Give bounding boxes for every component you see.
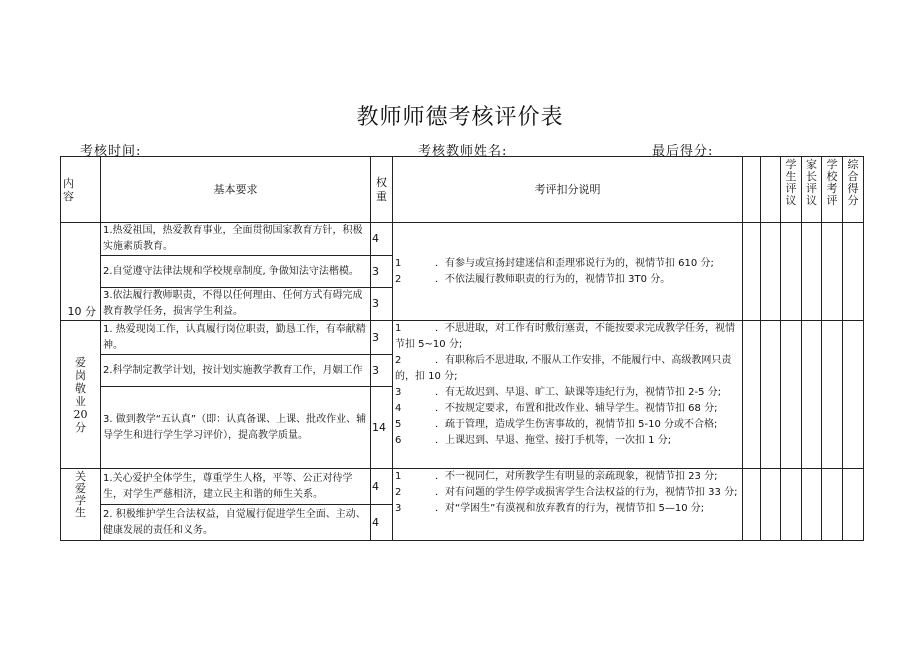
score-cell[interactable] xyxy=(761,223,781,321)
score-cell[interactable] xyxy=(822,469,843,541)
header-parent-review: 家 长 评 议 xyxy=(802,157,822,223)
header-weight: 权 重 xyxy=(371,157,393,223)
description-line: 5 ．疏于管理，造成学生伤害事故的，视情节扣 5-10 分或不合格; xyxy=(395,419,718,430)
score-cell[interactable] xyxy=(743,223,761,321)
header-requirement: 基本要求 xyxy=(101,157,371,223)
weight-cell: 3 xyxy=(371,288,393,321)
score-cell[interactable] xyxy=(843,469,864,541)
header-student-review: 学 生 评 议 xyxy=(781,157,802,223)
header-blank-2 xyxy=(761,157,781,223)
header-total-score: 综 合 得 分 xyxy=(843,157,864,223)
assessment-time-label: 考核时间: xyxy=(80,144,142,159)
score-cell[interactable] xyxy=(802,321,822,469)
header-category: 内 容 xyxy=(61,157,101,223)
table-row xyxy=(61,223,864,256)
final-score-label: 最后得分: xyxy=(652,144,714,159)
weight-cell: 3 xyxy=(371,321,393,355)
description-line: 6 ．上课迟到、早退、拖堂、接打手机等，一次扣 1 分; xyxy=(395,435,672,446)
section-category: 10 分 xyxy=(61,223,101,321)
requirement-cell: 2.自觉遵守法律法规和学校规章制度, 争做知法守法楷模。 xyxy=(101,256,371,288)
requirement-cell: 2. 积极维护学生合法权益，自觉履行促进学生全面、主动、健康发展的责任和义务。 xyxy=(101,505,371,541)
weight-cell: 4 xyxy=(371,223,393,256)
score-cell[interactable] xyxy=(822,223,843,321)
description-line: 2 ．对有问题的学生停学或损害学生合法权益的行为，视情节扣 33 分; xyxy=(395,487,738,498)
weight-cell: 4 xyxy=(371,505,393,541)
section-category: 关 爱 学 生 xyxy=(61,469,101,541)
description-line: 4 ．不按规定要求，布置和批改作业、辅导学生。视情节扣 68 分; xyxy=(395,403,718,414)
requirement-cell: 3.依法履行教师职责，不得以任何理由、任何方式有碍完成教育教学任务，损害学生利益。 xyxy=(101,288,371,321)
weight-cell: 4 xyxy=(371,469,393,505)
score-cell[interactable] xyxy=(843,321,864,469)
header-school-review: 学 校 考 评 xyxy=(822,157,843,223)
table-header-row xyxy=(61,157,864,223)
weight-cell: 3 xyxy=(371,256,393,288)
weight-cell: 3 xyxy=(371,355,393,387)
score-cell[interactable] xyxy=(781,321,802,469)
table-row xyxy=(61,469,864,505)
score-cell[interactable] xyxy=(761,321,781,469)
description-line: 3 ．对“学困生”有漠视和放弃教育的行为，视情节扣 5—10 分; xyxy=(395,503,705,514)
description-line: 3 ．有无故迟到、早退、旷工、缺课等违纪行为，视情节扣 2-5 分; xyxy=(395,387,722,398)
description-line: 1 ．不一视同仁，对所教学生有明显的亲疏现象，视情节扣 23 分; xyxy=(395,471,718,482)
requirement-cell: 1.热爱祖国，热爱教育事业，全面贯彻国家教育方针，积极实施素质教育。 xyxy=(101,223,371,256)
description-cell xyxy=(393,469,743,541)
description-line: 2 ．不依法履行教师职责的行为的，视情节扣 3T0 分。 xyxy=(395,273,671,285)
description-line: 1 ．不思进取，对工作有时敷衍塞责，不能按要求完成教学任务，视情节扣 5~10 分; xyxy=(395,323,735,350)
evaluation-table xyxy=(60,156,864,541)
requirement-cell: 1. 热爱现岗工作，认真履行岗位职责，勤恳工作，有奉献精神。 xyxy=(101,321,371,355)
description-cell xyxy=(393,321,743,469)
description-line: 1 ．有参与或宣扬封建迷信和歪理邪说行为的，视情节扣 610 分; xyxy=(395,257,714,269)
description-cell xyxy=(393,223,743,321)
score-cell[interactable] xyxy=(802,469,822,541)
requirement-cell: 2.科学制定教学计划，按计划实施教学教育工作，月姻工作 xyxy=(101,355,371,387)
header-blank-1 xyxy=(743,157,761,223)
score-cell[interactable] xyxy=(743,469,761,541)
score-cell[interactable] xyxy=(802,223,822,321)
score-cell[interactable] xyxy=(781,469,802,541)
requirement-cell: 3. 做到教学“五认真”（即：认真备课、上课、批改作业、辅导学生和进行学生学习评价），提高教学质量。 xyxy=(101,387,371,469)
score-cell[interactable] xyxy=(781,223,802,321)
requirement-cell: 1.关心爱护全体学生，尊重学生人格，平等、公正对待学生，对学生严慈相济，建立民主和谐的师生关系。 xyxy=(101,469,371,505)
teacher-name-label: 考核教师姓名: xyxy=(418,144,508,159)
score-cell[interactable] xyxy=(743,321,761,469)
table-row xyxy=(61,321,864,355)
score-cell[interactable] xyxy=(822,321,843,469)
score-cell[interactable] xyxy=(843,223,864,321)
weight-cell: 14 xyxy=(371,387,393,469)
header-description: 考评扣分说明 xyxy=(393,157,743,223)
description-line: 2 ．有职称后不思进取, 不服从工作安排，不能履行中、高级教网只责的，扣 10 分; xyxy=(395,355,732,382)
page-title: 教师师德考核评价表 xyxy=(356,105,564,130)
score-cell[interactable] xyxy=(761,469,781,541)
section-category: 爱 岗 敬 业 20 分 xyxy=(61,321,101,469)
